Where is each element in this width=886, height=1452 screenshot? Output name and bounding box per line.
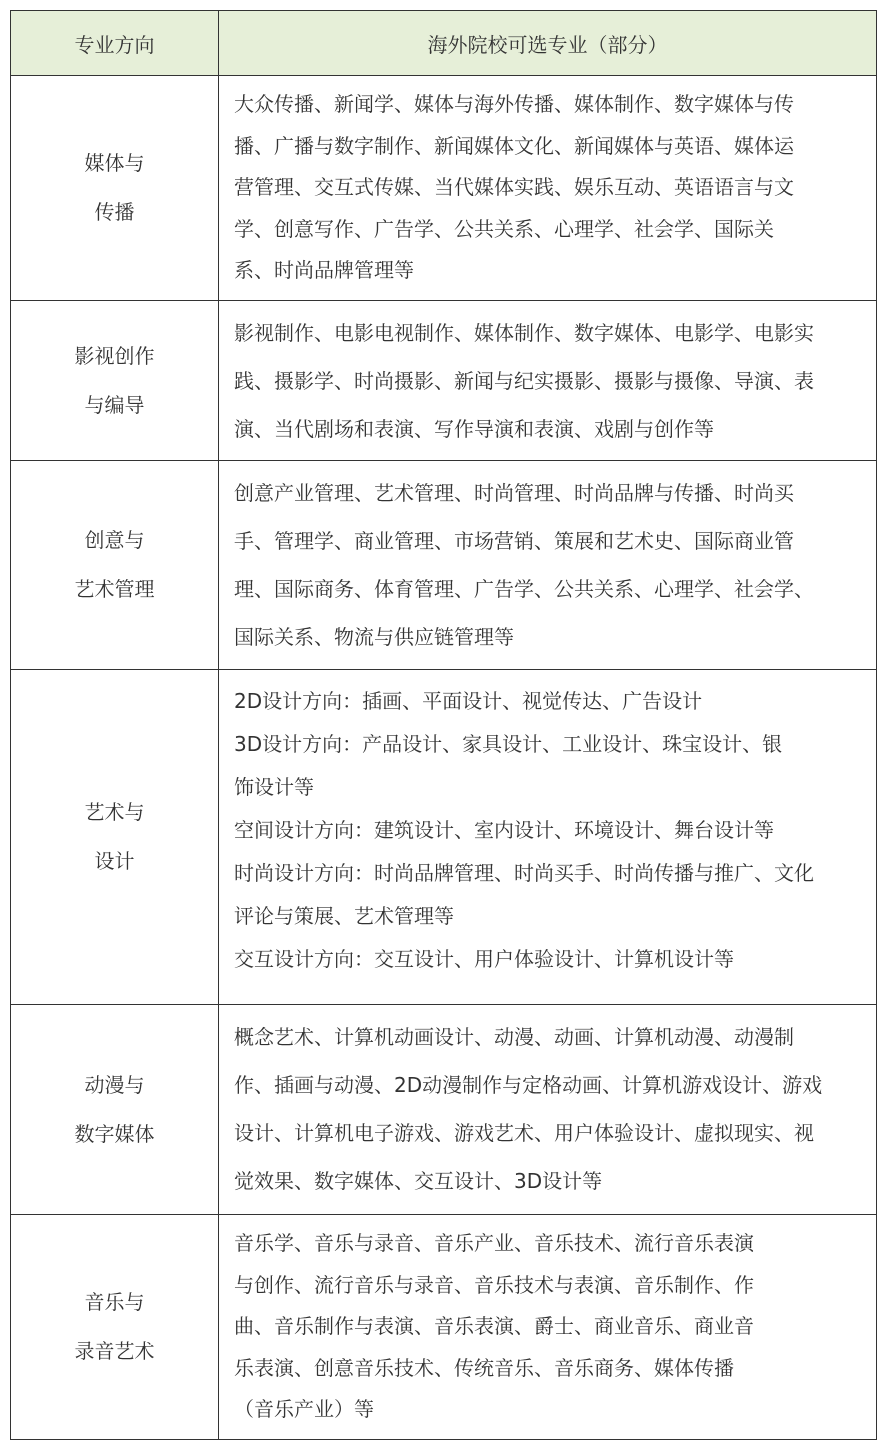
majors-text-line: 设计、计算机电子游戏、游戏艺术、用户体验设计、虚拟现实、视 [234, 1121, 814, 1145]
majors-text-line: 曲、音乐制作与表演、音乐表演、爵士、商业音乐、商业音 [234, 1314, 754, 1338]
header-row [11, 11, 877, 76]
category-label: 音乐与 [84, 1290, 145, 1314]
header-overseas-majors: 海外院校可选专业（部分） [219, 11, 877, 76]
majors-cell [219, 670, 877, 1005]
majors-text-line: 大众传播、新闻学、媒体与海外传播、媒体制作、数字媒体与传 [234, 92, 794, 116]
majors-text-line: 时尚设计方向：时尚品牌管理、时尚买手、时尚传播与推广、文化 [234, 861, 814, 885]
majors-text-line: 践、摄影学、时尚摄影、新闻与纪实摄影、摄影与摄像、导演、表 [234, 369, 814, 393]
majors-text-line: 饰设计等 [234, 775, 314, 799]
category-cell [11, 461, 219, 670]
majors-cell [219, 76, 877, 301]
majors-text-line: 觉效果、数字媒体、交互设计、3D设计等 [234, 1169, 603, 1193]
category-cell [11, 670, 219, 1005]
majors-cell [219, 461, 877, 670]
majors-text-line: 理、国际商务、体育管理、广告学、公共关系、心理学、社会学、 [234, 577, 814, 601]
header-major-direction: 专业方向 [11, 11, 219, 76]
category-label: 创意与 [84, 528, 145, 552]
majors-cell [219, 301, 877, 461]
majors-text-line: 播、广播与数字制作、新闻媒体文化、新闻媒体与英语、媒体运 [234, 133, 794, 158]
category-label: 媒体与 [84, 151, 145, 175]
category-cell [11, 76, 219, 301]
majors-text-line: 3D设计方向：产品设计、家具设计、工业设计、珠宝设计、银 [234, 732, 783, 756]
category-cell [11, 1005, 219, 1215]
majors-text-line: 系、时尚品牌管理等 [234, 258, 414, 282]
majors-text-line: 交互设计方向：交互设计、用户体验设计、计算机设计等 [234, 947, 734, 971]
majors-text-line: 评论与策展、艺术管理等 [234, 904, 454, 928]
majors-text-line: 作、插画与动漫、2D动漫制作与定格动画、计算机游戏设计、游戏 [234, 1073, 823, 1097]
majors-text-line: 空间设计方向：建筑设计、室内设计、环境设计、舞台设计等 [234, 818, 774, 842]
category-label: 动漫与 [84, 1072, 145, 1097]
majors-cell [219, 1215, 877, 1440]
category-label: 设计 [94, 849, 135, 873]
table-row [11, 1005, 877, 1215]
table-row [11, 670, 877, 1005]
category-label: 艺术与 [84, 800, 145, 824]
majors-table [10, 10, 877, 1440]
majors-text-line: 乐表演、创意音乐技术、传统音乐、音乐商务、媒体传播 [234, 1355, 734, 1380]
majors-text-line: 营管理、交互式传媒、当代媒体实践、娱乐互动、英语语言与文 [234, 175, 794, 199]
table-row [11, 461, 877, 670]
majors-text-line: 演、当代剧场和表演、写作导演和表演、戏剧与创作等 [234, 417, 714, 441]
category-label: 影视创作 [74, 343, 155, 368]
table-row [11, 301, 877, 461]
majors-text-line: 音乐学、音乐与录音、音乐产业、音乐技术、流行音乐表演 [234, 1231, 754, 1255]
category-label: 艺术管理 [74, 577, 155, 601]
category-cell [11, 301, 219, 461]
category-label: 数字媒体 [74, 1121, 155, 1146]
table-row [11, 1215, 877, 1440]
majors-text-line: 2D设计方向：插画、平面设计、视觉传达、广告设计 [234, 689, 703, 713]
majors-text-line: 手、管理学、商业管理、市场营销、策展和艺术史、国际商业管 [234, 529, 794, 553]
category-label: 录音艺术 [74, 1339, 155, 1363]
majors-cell [219, 1005, 877, 1215]
majors-text-line: 影视制作、电影电视制作、媒体制作、数字媒体、电影学、电影实 [234, 321, 814, 345]
category-label: 传播 [94, 200, 135, 224]
majors-text-line: 国际关系、物流与供应链管理等 [234, 625, 514, 649]
table-row [11, 76, 877, 301]
majors-text-line: 概念艺术、计算机动画设计、动漫、动画、计算机动漫、动漫制 [234, 1025, 794, 1049]
category-cell [11, 1215, 219, 1440]
majors-text-line: 创意产业管理、艺术管理、时尚管理、时尚品牌与传播、时尚买 [234, 481, 794, 505]
majors-text-line: 与创作、流行音乐与录音、音乐技术与表演、音乐制作、作 [234, 1272, 754, 1297]
majors-text-line: （音乐产业）等 [234, 1397, 374, 1421]
category-label: 与编导 [84, 392, 145, 417]
majors-text-line: 学、创意写作、广告学、公共关系、心理学、社会学、国际关 [234, 216, 774, 241]
